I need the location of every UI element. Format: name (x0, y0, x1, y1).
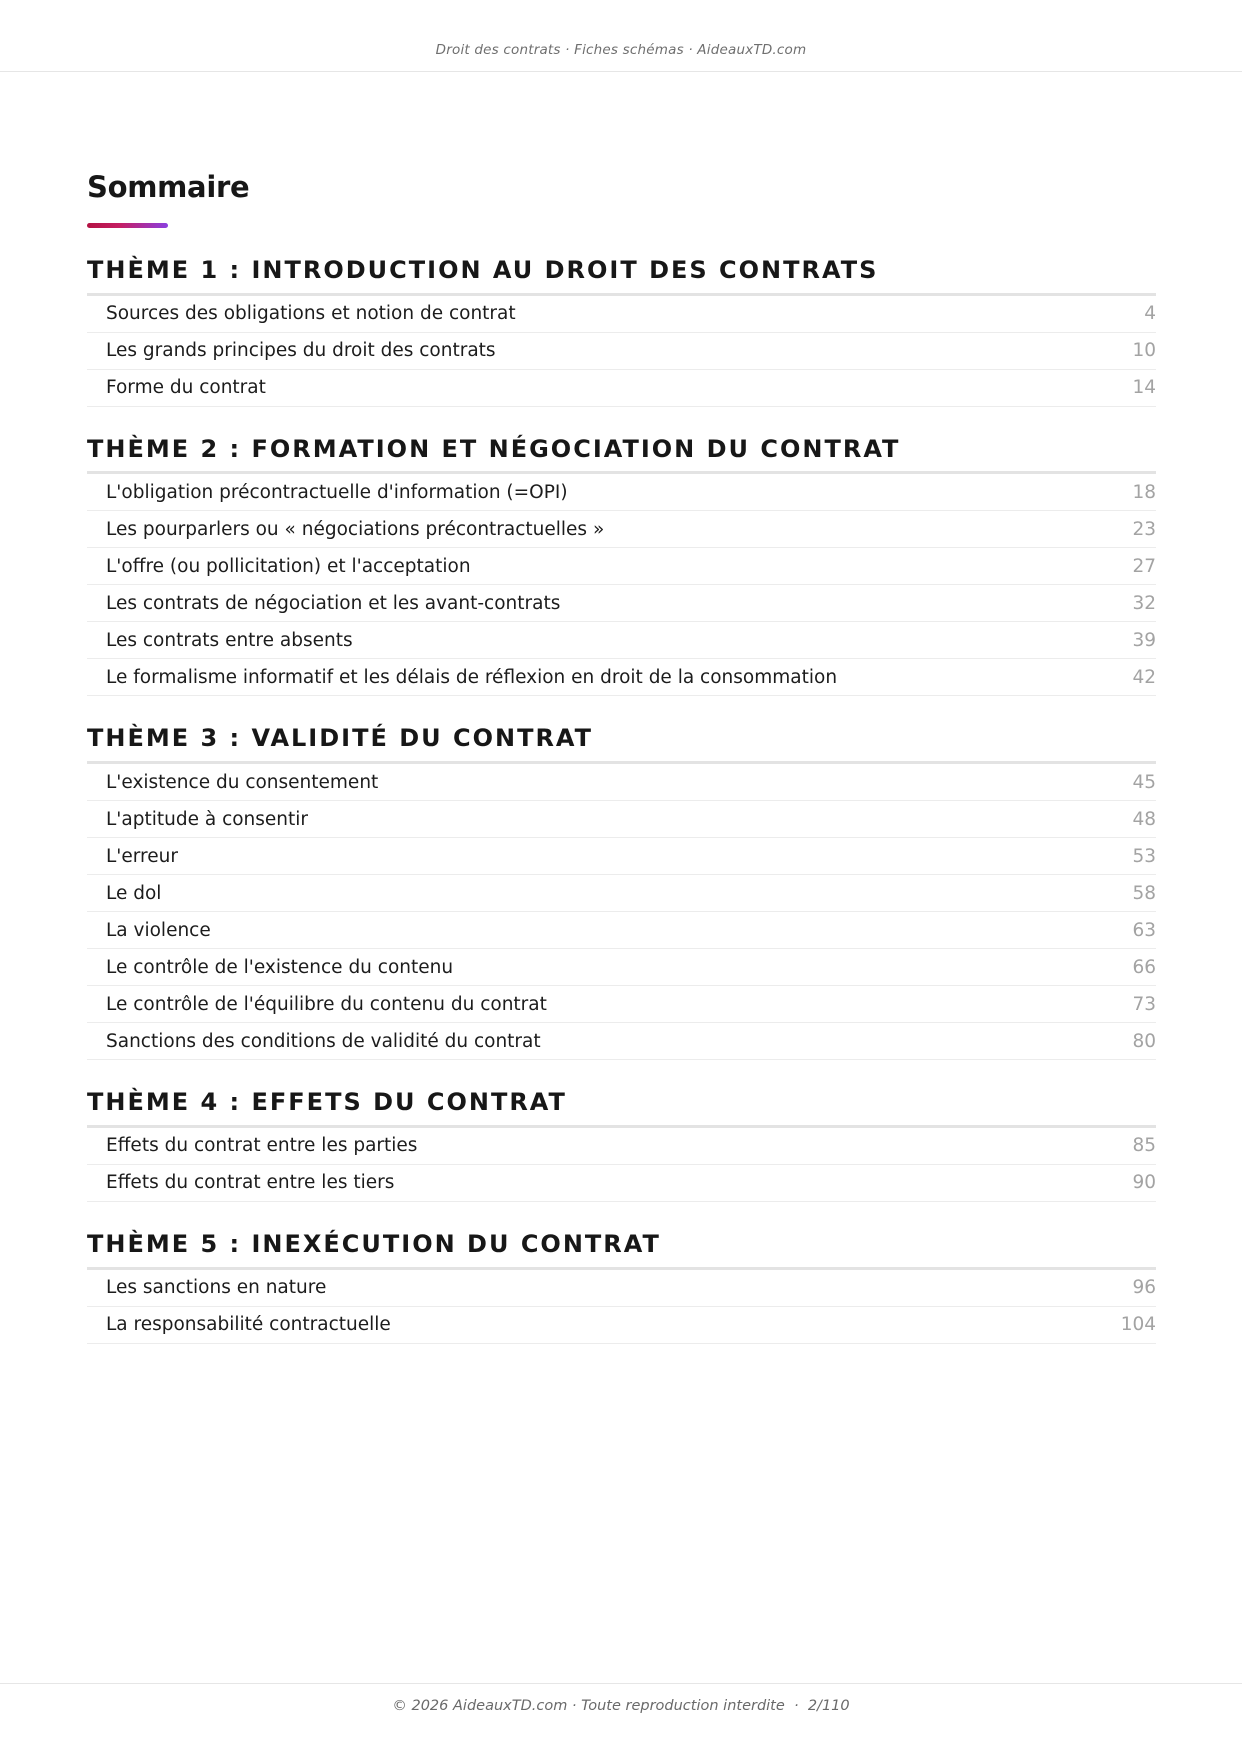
toc-entry[interactable] (87, 548, 1156, 585)
toc-entry-label: La responsabilité contractuelle (106, 1314, 391, 1336)
toc-entry[interactable] (87, 622, 1156, 659)
toc-theme-section (87, 407, 1156, 697)
toc-entry[interactable] (87, 511, 1156, 548)
toc-entry-page-number: 63 (1132, 919, 1156, 941)
toc-entry-label: Le contrôle de l'existence du contenu (106, 956, 454, 978)
toc-entry[interactable] (87, 764, 1156, 801)
toc-entry-page-number: 32 (1132, 592, 1156, 614)
toc-title: Sommaire (87, 170, 250, 204)
theme-heading: THÈME 1 : INTRODUCTION AU DROIT DES CONTRATS (87, 228, 1156, 296)
toc-entry[interactable] (87, 1128, 1156, 1165)
toc-entry-label: Sanctions des conditions de validité du contrat (106, 1030, 541, 1052)
toc-entry-page-number: 96 (1132, 1277, 1156, 1299)
toc-entry-page-number: 14 (1132, 377, 1156, 399)
toc-entry-label: Les contrats de négociation et les avant-contrats (106, 592, 561, 614)
toc-entry[interactable] (87, 838, 1156, 875)
toc-entry-label: L'aptitude à consentir (106, 808, 309, 830)
toc-entry-label: Le dol (106, 882, 162, 904)
toc-entry[interactable] (87, 296, 1156, 333)
toc-entry-label: Le formalisme informatif et les délais de réflexion en droit de la consommation (106, 666, 838, 688)
toc-entry[interactable] (87, 912, 1156, 949)
toc-entry-label: L'obligation précontractuelle d'information (=OPI) (106, 481, 568, 503)
toc-entry-page-number: 4 (1144, 303, 1156, 325)
table-of-contents (87, 170, 1156, 1344)
toc-entry-page-number: 42 (1132, 666, 1156, 688)
toc-entry[interactable] (87, 949, 1156, 986)
toc-entry[interactable] (87, 474, 1156, 511)
toc-entry-page-number: 85 (1132, 1135, 1156, 1157)
toc-entry-label: Le contrôle de l'équilibre du contenu du contrat (106, 993, 547, 1015)
toc-entry[interactable] (87, 986, 1156, 1023)
theme-heading: THÈME 2 : FORMATION ET NÉGOCIATION DU CONTRAT (87, 407, 1156, 475)
page-footer (0, 1683, 1242, 1754)
toc-entry-page-number: 18 (1132, 481, 1156, 503)
toc-entry-label: Sources des obligations et notion de contrat (106, 303, 516, 325)
toc-entry-page-number: 90 (1132, 1172, 1156, 1194)
toc-entry-label: Forme du contrat (106, 377, 266, 399)
toc-theme-section (87, 228, 1156, 407)
toc-entry-label: Effets du contrat entre les tiers (106, 1172, 395, 1194)
toc-entry-label: La violence (106, 919, 211, 941)
toc-entry-page-number: 53 (1132, 845, 1156, 867)
toc-entry[interactable] (87, 333, 1156, 370)
running-header-text: Droit des contrats · Fiches schémas · AideauxTD.com (435, 42, 807, 58)
toc-entry-page-number: 80 (1132, 1030, 1156, 1052)
toc-entry-page-number: 10 (1132, 340, 1156, 362)
toc-entry-page-number: 58 (1132, 882, 1156, 904)
toc-entry-label: L'erreur (106, 845, 178, 867)
toc-theme-section (87, 1060, 1156, 1202)
toc-entry[interactable] (87, 585, 1156, 622)
toc-entry-page-number: 27 (1132, 555, 1156, 577)
footer-text: © 2026 AideauxTD.com · Toute reproduction interdite · 2/110 (392, 1698, 850, 1714)
theme-heading: THÈME 4 : EFFETS DU CONTRAT (87, 1060, 1156, 1128)
toc-entry[interactable] (87, 1023, 1156, 1060)
toc-entry[interactable] (87, 801, 1156, 838)
toc-entry-page-number: 73 (1132, 993, 1156, 1015)
toc-entry[interactable] (87, 1165, 1156, 1202)
toc-entry-page-number: 45 (1132, 771, 1156, 793)
toc-entry[interactable] (87, 659, 1156, 696)
toc-entry-label: Les grands principes du droit des contrats (106, 340, 496, 362)
toc-entry[interactable] (87, 370, 1156, 407)
toc-entry-label: Les pourparlers ou « négociations précontractuelles » (106, 518, 605, 540)
toc-entry-page-number: 39 (1132, 629, 1156, 651)
toc-entry-label: L'offre (ou pollicitation) et l'acceptation (106, 555, 471, 577)
toc-entry-page-number: 66 (1132, 956, 1156, 978)
theme-heading: THÈME 3 : VALIDITÉ DU CONTRAT (87, 696, 1156, 764)
toc-entry[interactable] (87, 1270, 1156, 1307)
toc-entry-label: Les sanctions en nature (106, 1277, 327, 1299)
toc-entry[interactable] (87, 875, 1156, 912)
theme-heading: THÈME 5 : INEXÉCUTION DU CONTRAT (87, 1202, 1156, 1270)
toc-themes (87, 228, 1156, 1344)
toc-theme-section (87, 696, 1156, 1060)
toc-entry-page-number: 104 (1120, 1314, 1156, 1336)
toc-entry-label: Les contrats entre absents (106, 629, 353, 651)
toc-theme-section (87, 1202, 1156, 1344)
toc-entry[interactable] (87, 1307, 1156, 1344)
toc-entry-page-number: 23 (1132, 518, 1156, 540)
toc-entry-label: Effets du contrat entre les parties (106, 1135, 418, 1157)
toc-entry-page-number: 48 (1132, 808, 1156, 830)
page-header (0, 0, 1242, 72)
toc-entry-label: L'existence du consentement (106, 771, 379, 793)
